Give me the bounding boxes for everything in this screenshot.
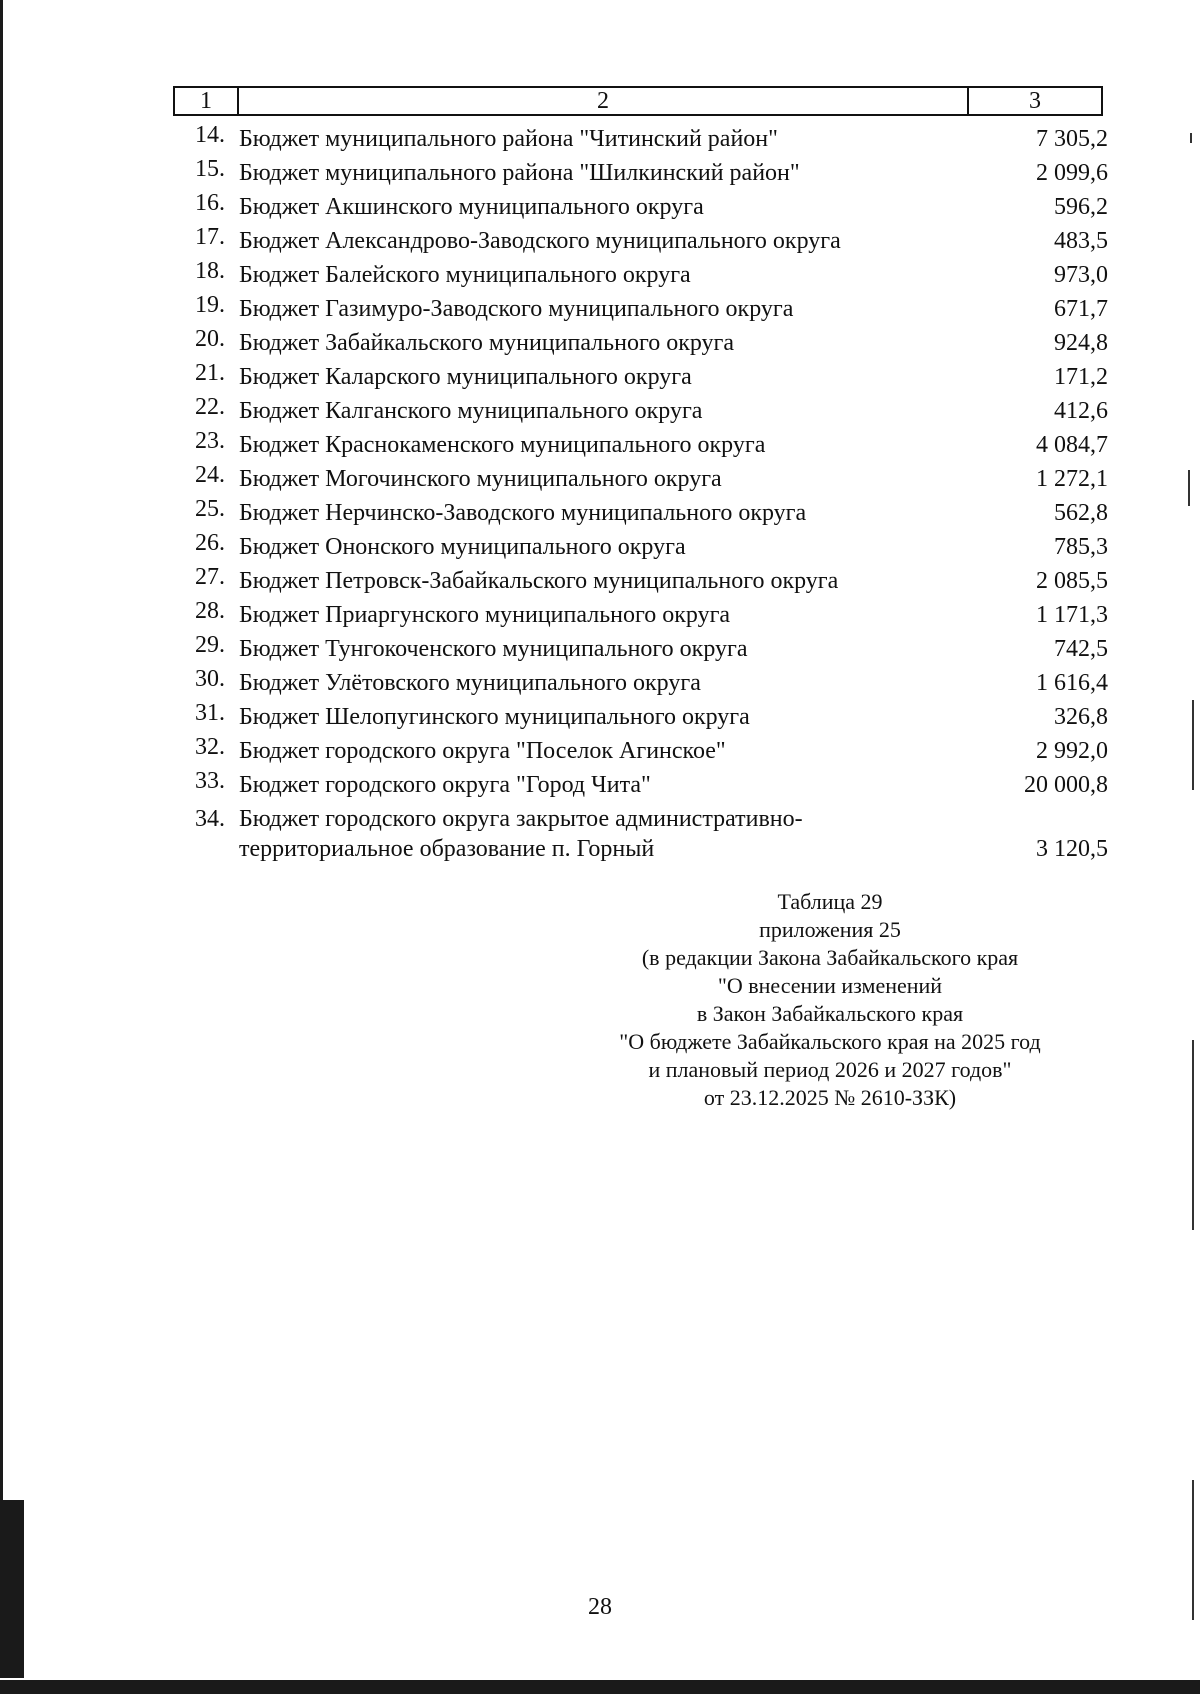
table-row [173, 258, 1108, 292]
table-row [173, 360, 1108, 394]
note-line: "О бюджете Забайкальского края на 2025 год [619, 1029, 1041, 1054]
row-number: 25. [195, 496, 225, 522]
table-header-cell: 1 [175, 88, 239, 114]
row-name: Бюджет Ононского муниципального округа [239, 534, 686, 560]
table-row [173, 326, 1108, 360]
row-name: Бюджет Калганского муниципального округа [239, 398, 703, 424]
row-name: Бюджет муниципального района "Шилкинский район" [239, 160, 800, 186]
row-name: Бюджет Могочинского муниципального округа [239, 466, 722, 492]
row-value: 1 272,1 [1036, 466, 1108, 492]
table-header-cell: 3 [1029, 88, 1041, 114]
row-name: Бюджет Забайкальского муниципального округа [239, 330, 735, 356]
table-row [173, 122, 1108, 156]
row-value: 742,5 [1054, 636, 1108, 662]
table-row [173, 564, 1108, 598]
page-number: 28 [588, 1594, 612, 1620]
row-value: 2 085,5 [1036, 568, 1108, 594]
row-value: 1 171,3 [1036, 602, 1108, 628]
scan-speck [1192, 1480, 1194, 1620]
row-name: Бюджет Александрово-Заводского муниципального округа [239, 228, 841, 254]
row-name: Бюджет Петровск-Забайкальского муниципального округа [239, 568, 839, 594]
row-value: 326,8 [1054, 704, 1108, 730]
table-row [173, 700, 1108, 734]
row-number: 22. [195, 394, 225, 420]
note-line: (в редакции Закона Забайкальского края [641, 945, 1019, 970]
row-number: 18. [195, 258, 225, 284]
row-number: 14. [195, 122, 225, 148]
table-row [173, 394, 1108, 428]
row-name-line: Бюджет городского округа закрытое административно- [239, 806, 803, 832]
row-name [239, 804, 803, 864]
row-number: 23. [195, 428, 225, 454]
row-name: Бюджет городского округа "Поселок Агинское" [239, 738, 726, 764]
row-name: Бюджет Шелопугинского муниципального округа [239, 704, 750, 730]
row-name-line: территориальное образование п. Горный [239, 836, 655, 862]
row-value: 1 616,4 [1036, 670, 1108, 696]
row-value: 4 084,7 [1036, 432, 1108, 458]
table-row [173, 598, 1108, 632]
table-header-row [173, 86, 1103, 116]
row-value: 596,2 [1054, 194, 1108, 220]
scan-speck [1192, 1040, 1194, 1230]
row-number: 29. [195, 632, 225, 658]
note-line: "О внесении изменений [717, 973, 943, 998]
scan-speck [1190, 133, 1192, 143]
row-value: 973,0 [1054, 262, 1108, 288]
row-number: 19. [195, 292, 225, 318]
row-value: 20 000,8 [1024, 772, 1108, 798]
row-value: 3 120,5 [1036, 836, 1108, 862]
row-value: 412,6 [1054, 398, 1108, 424]
row-name: Бюджет Газимуро-Заводского муниципального округа [239, 296, 794, 322]
row-number: 21. [195, 360, 225, 386]
row-name: Бюджет Тунгокоченского муниципального округа [239, 636, 748, 662]
row-value: 483,5 [1054, 228, 1108, 254]
note-line: от 23.12.2025 № 2610-ЗЗК) [703, 1085, 957, 1110]
row-name: Бюджет Каларского муниципального округа [239, 364, 692, 390]
row-number: 17. [195, 224, 225, 250]
row-number: 20. [195, 326, 225, 352]
table-row [173, 530, 1108, 564]
table-row [173, 462, 1108, 496]
row-value: 671,7 [1054, 296, 1108, 322]
note-line: и плановый период 2026 и 2027 годов" [648, 1057, 1012, 1082]
row-name: Бюджет Акшинского муниципального округа [239, 194, 704, 220]
note-line: в Закон Забайкальского края [696, 1001, 964, 1026]
table-row [173, 768, 1108, 802]
budget-table [173, 122, 1108, 862]
row-name: Бюджет Нерчинско-Заводского муниципального округа [239, 500, 807, 526]
scan-edge-left-shadow [0, 1500, 24, 1694]
scan-speck [1188, 470, 1190, 506]
row-value: 171,2 [1054, 364, 1108, 390]
row-name: Бюджет муниципального района "Читинский район" [239, 126, 778, 152]
row-number: 24. [195, 462, 225, 488]
table-row [173, 632, 1108, 666]
row-number: 32. [195, 734, 225, 760]
row-name: Бюджет городского округа "Город Чита" [239, 772, 651, 798]
note-line: приложения 25 [759, 917, 901, 942]
table-row [173, 802, 1108, 862]
table-row [173, 292, 1108, 326]
scan-edge-bottom [0, 1678, 1200, 1694]
row-name: Бюджет Улётовского муниципального округа [239, 670, 701, 696]
row-number: 33. [195, 768, 225, 794]
note-line: Таблица 29 [777, 889, 883, 914]
row-name: Бюджет Балейского муниципального округа [239, 262, 691, 288]
row-value: 2 992,0 [1036, 738, 1108, 764]
row-number: 27. [195, 564, 225, 590]
table-row [173, 734, 1108, 768]
row-number: 30. [195, 666, 225, 692]
table-row [173, 496, 1108, 530]
table-caption-note [580, 888, 1080, 1112]
row-number: 26. [195, 530, 225, 556]
row-number: 31. [195, 700, 225, 726]
row-value: 924,8 [1054, 330, 1108, 356]
table-header-cell: 2 [239, 88, 969, 114]
row-number: 28. [195, 598, 225, 624]
row-name: Бюджет Краснокаменского муниципального округа [239, 432, 766, 458]
scan-speck [1192, 700, 1194, 790]
row-number: 15. [195, 156, 225, 182]
row-number: 16. [195, 190, 225, 216]
row-name: Бюджет Приаргунского муниципального округа [239, 602, 731, 628]
table-row [173, 190, 1108, 224]
row-number: 34. [195, 806, 225, 832]
row-value: 7 305,2 [1036, 126, 1108, 152]
row-value: 785,3 [1054, 534, 1108, 560]
table-row [173, 156, 1108, 190]
table-row [173, 428, 1108, 462]
scan-edge-left [0, 0, 3, 1694]
row-value: 562,8 [1054, 500, 1108, 526]
table-row [173, 224, 1108, 258]
row-value: 2 099,6 [1036, 160, 1108, 186]
table-row [173, 666, 1108, 700]
